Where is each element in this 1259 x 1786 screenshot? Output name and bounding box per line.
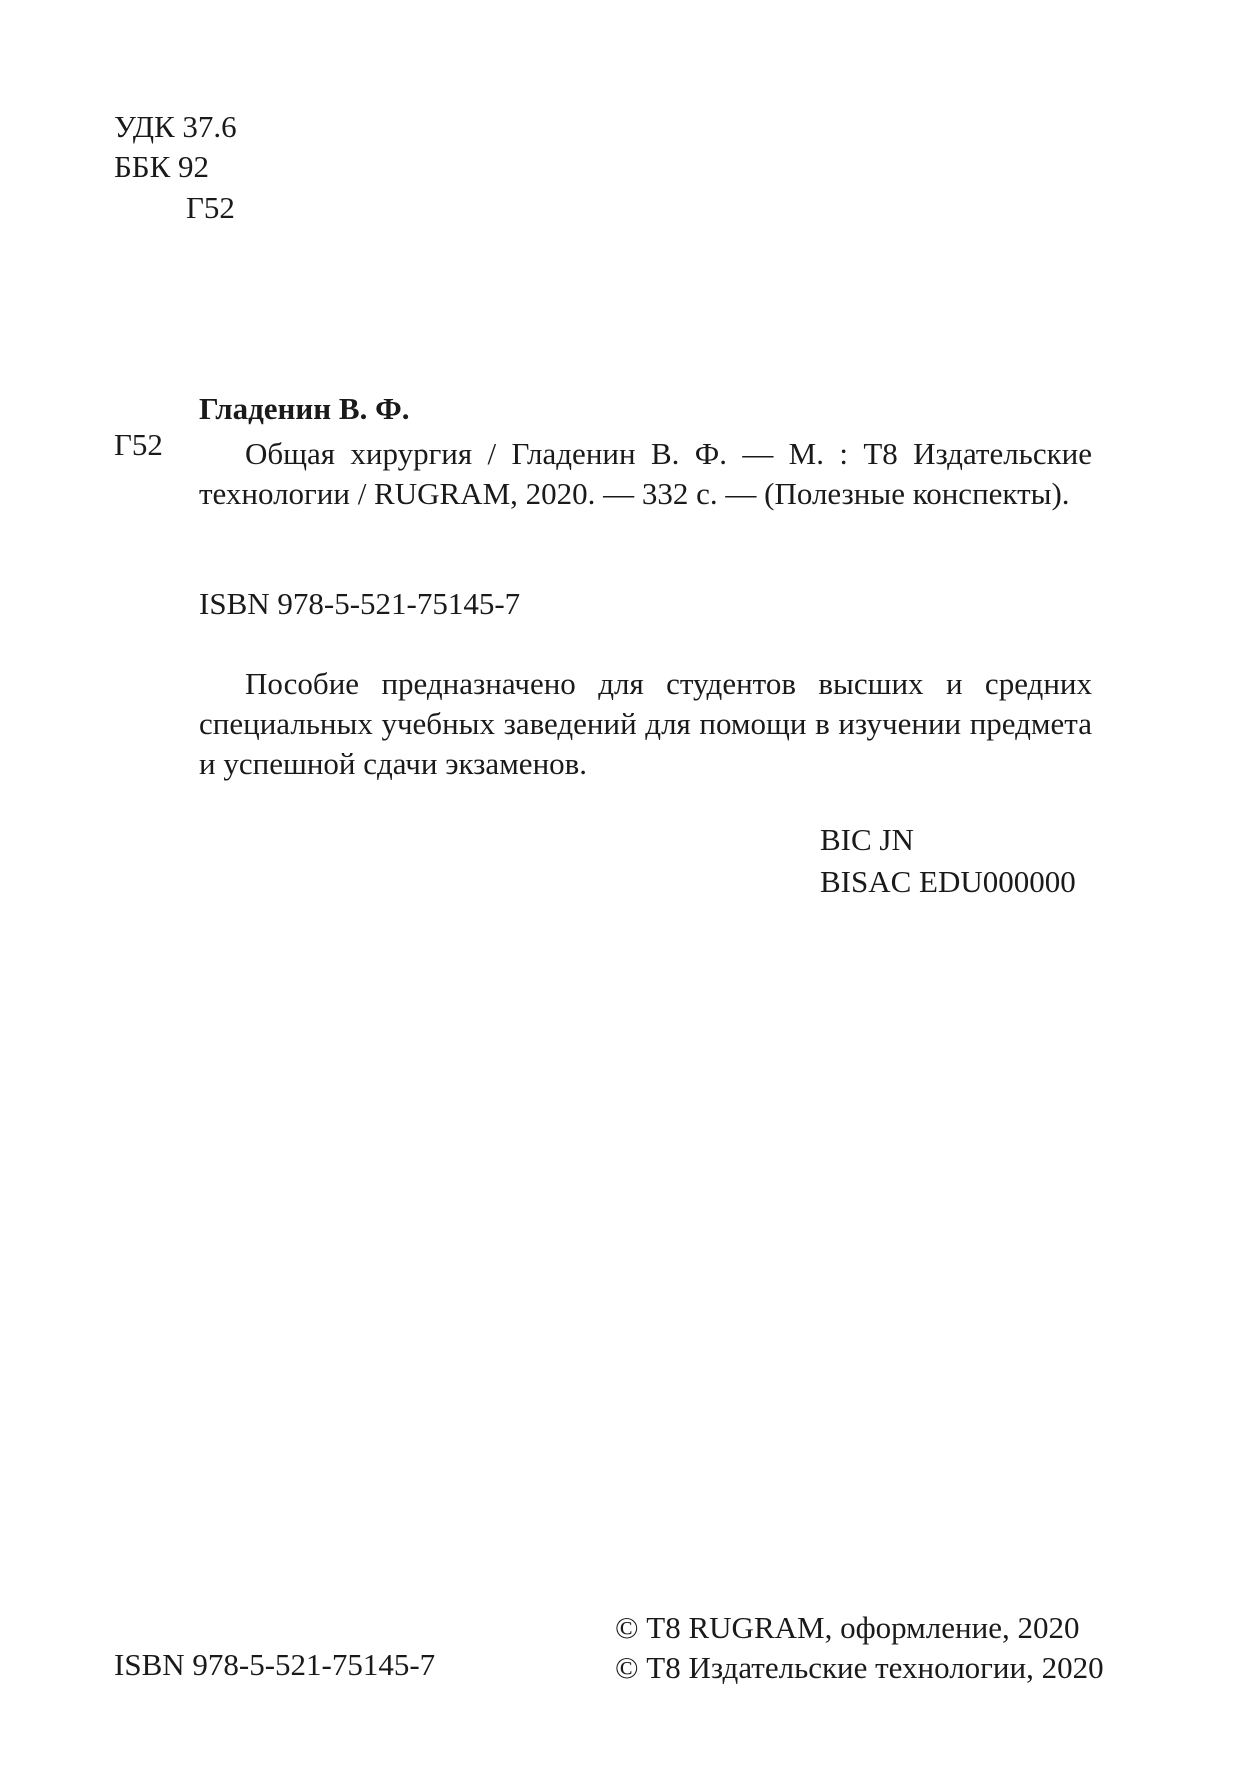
isbn-entry: ISBN 978-5-521-75145-7 <box>199 586 521 621</box>
udk-code: УДК 37.6 <box>114 109 237 144</box>
bibliographic-description: Общая хирургия / Гладенин В. Ф. — М. : Т8 Издательские технологии / RUGRAM, 2020. — 332 с. — (Полезные конспекты). <box>199 436 1092 511</box>
bbk-code: ББК 92 <box>114 149 210 184</box>
copyright-publisher: © Т8 Издательские технологии, 2020 <box>615 1650 1104 1685</box>
bic-code: BIC JN <box>820 822 914 857</box>
annotation: Пособие предназначено для студентов высших и средних специальных учебных заведений для помощи в изучении предмета и успешной сдачи экзаменов. <box>199 666 1092 781</box>
author-sign-top: Г52 <box>186 190 235 225</box>
author-heading: Гладенин В. Ф. <box>199 391 410 426</box>
author-sign-entry: Г52 <box>114 427 163 462</box>
copyright-design: © Т8 RUGRAM, оформление, 2020 <box>615 1610 1080 1645</box>
bisac-code: BISAC EDU000000 <box>820 864 1076 899</box>
isbn-footer: ISBN 978-5-521-75145-7 <box>114 1647 436 1682</box>
